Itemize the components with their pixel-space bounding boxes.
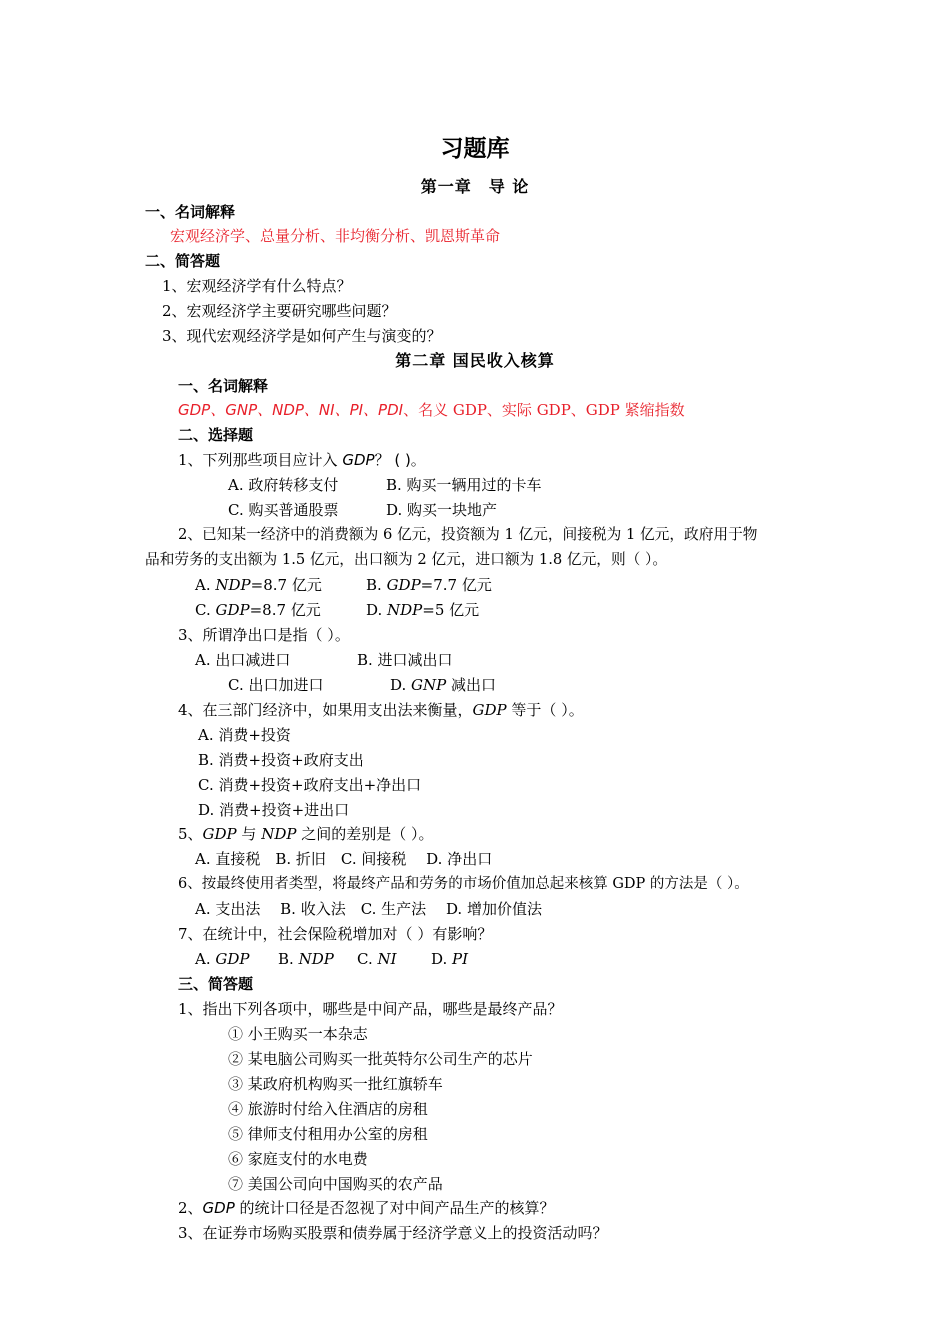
mc5-question	[178, 824, 434, 844]
mc7-a-pre: A.	[195, 950, 216, 968]
mc2-c-em: GDP	[215, 601, 250, 619]
ch2-terms	[178, 400, 685, 420]
mc4-q-pre: 4、在三部门经济中，如果用支出法来衡量，	[178, 701, 473, 719]
ch1-terms: 宏观经济学、总量分析、非均衡分析、凯恩斯革命	[170, 227, 501, 245]
mc6-options: A. 支出法 B. 收入法 C. 生产法 D. 增加价值法	[195, 900, 542, 918]
sa1-question: 1、指出下列各项中，哪些是中间产品，哪些是最终产品？	[178, 1000, 563, 1018]
mc2-a-post: =8.7 亿元	[250, 576, 322, 594]
mc6-question: 6、按最终使用者类型，将最终产品和劳务的市场价值加总起来核算 GDP 的方法是（ ）。	[178, 876, 749, 892]
chapter-1-heading: 第一章 导 论	[420, 177, 530, 196]
ch2-section-terms: 一、名词解释	[178, 377, 269, 395]
sa2-post: 的统计口径是否忽视了对中间产品生产的核算？	[234, 1199, 555, 1217]
mc4-question	[178, 700, 584, 720]
ch2-terms-abbrev: GDP、GNP、NDP、NI、PI、PDI	[178, 401, 404, 419]
sa1-item: ④ 旅游时付给入住酒店的房租	[228, 1100, 428, 1118]
mc2-d-post: =5 亿元	[422, 601, 480, 619]
mc4-q-post: 等于（ ）。	[506, 701, 584, 719]
mc3-question: 3、所谓净出口是指（ ）。	[178, 626, 350, 644]
mc3-option-a: A. 出口减进口	[195, 651, 291, 669]
mc5-q-em2: NDP	[261, 825, 297, 843]
mc2-c-pre: C.	[195, 601, 216, 619]
ch2-section-short: 三、简答题	[178, 975, 254, 993]
mc4-option-c: C. 消费+投资+政府支出+净出口	[198, 776, 422, 794]
mc2-option-a	[195, 575, 322, 595]
ch1-section-short: 二、简答题	[145, 252, 221, 270]
ch1-section-terms: 一、名词解释	[145, 203, 236, 221]
mc2-d-pre: D.	[366, 601, 388, 619]
ch1-question-3: 3、现代宏观经济学是如何产生与演变的？	[162, 327, 442, 345]
document-title: 习题库	[440, 135, 510, 162]
mc7-option-a	[195, 949, 249, 969]
mc7-option-d	[431, 949, 468, 969]
mc7-c-em: NI	[377, 950, 397, 968]
chapter-2-heading: 第二章 国民收入核算	[395, 351, 555, 370]
sa3-question: 3、在证券市场购买股票和债券属于经济学意义上的投资活动吗？	[178, 1224, 608, 1242]
mc3-d-pre: D.	[390, 676, 412, 694]
mc1-q-post: ？ ( )。	[374, 451, 426, 469]
mc7-c-pre: C.	[357, 950, 378, 968]
mc4-option-a: A. 消费+投资	[198, 726, 291, 744]
mc7-d-pre: D.	[431, 950, 453, 968]
mc2-b-em: GDP	[386, 576, 421, 594]
sa1-item: ⑥ 家庭支付的水电费	[228, 1150, 368, 1168]
mc4-option-d: D. 消费+投资+进出口	[198, 801, 350, 819]
mc2-a-em: NDP	[215, 576, 251, 594]
mc2-b-post: =7.7 亿元	[420, 576, 492, 594]
mc2-b-pre: B.	[366, 576, 387, 594]
mc5-q-post: 之间的差别是（ ）。	[296, 825, 434, 843]
mc2-a-pre: A.	[195, 576, 216, 594]
mc7-option-b	[278, 949, 334, 969]
mc7-question: 7、在统计中，社会保险税增加对（ ）有影响？	[178, 925, 493, 943]
mc7-option-c	[357, 949, 397, 969]
sa2-em: GDP	[202, 1199, 235, 1217]
mc2-option-b	[366, 575, 492, 595]
mc1-option-a: A. 政府转移支付	[228, 476, 339, 494]
mc2-question-line-1: 2、已知某一经济中的消费额为 6 亿元，投资额为 1 亿元，间接税为 1 亿元，政府用于物	[178, 526, 758, 543]
mc5-options: A. 直接税 B. 折旧 C. 间接税 D. 净出口	[195, 850, 493, 868]
mc4-q-em: GDP	[472, 701, 507, 719]
mc7-a-em: GDP	[215, 950, 250, 968]
mc3-option-c: C. 出口加进口	[228, 676, 324, 694]
ch1-question-2: 2、宏观经济学主要研究哪些问题？	[162, 302, 397, 320]
mc3-option-b: B. 进口减出口	[357, 651, 453, 669]
mc3-d-post: 减出口	[446, 676, 497, 694]
sa2-pre: 2、	[178, 1199, 203, 1217]
mc1-option-d: D. 购买一块地产	[386, 501, 498, 519]
mc7-b-pre: B.	[278, 950, 299, 968]
mc1-q-pre: 1、下列那些项目应计入	[178, 451, 343, 469]
mc2-option-d	[366, 600, 479, 620]
mc3-d-em: GNP	[411, 676, 447, 694]
mc1-option-c: C. 购买普通股票	[228, 501, 339, 519]
mc2-d-em: NDP	[387, 601, 423, 619]
ch1-question-1: 1、宏观经济学有什么特点？	[162, 277, 352, 295]
mc2-c-post: =8.7 亿元	[249, 601, 321, 619]
mc7-d-em: PI	[452, 950, 469, 968]
mc2-option-c	[195, 600, 321, 620]
sa2-question	[178, 1198, 555, 1218]
sa1-item: ① 小王购买一本杂志	[228, 1025, 368, 1043]
mc7-b-em: NDP	[298, 950, 334, 968]
ch2-section-choice: 二、选择题	[178, 426, 254, 444]
mc3-option-d	[390, 675, 496, 695]
sa1-item: ⑦ 美国公司向中国购买的农产品	[228, 1175, 443, 1193]
mc1-option-b: B. 购买一辆用过的卡车	[386, 476, 542, 494]
sa1-item: ⑤ 律师支付租用办公室的房租	[228, 1125, 428, 1143]
sa1-item: ③ 某政府机构购买一批红旗轿车	[228, 1075, 443, 1093]
mc5-q-mid: 与	[236, 825, 262, 843]
mc5-q-pre: 5、	[178, 825, 203, 843]
mc2-question-line-2: 品和劳务的支出额为 1.5 亿元，出口额为 2 亿元，进口额为 1.8 亿元，则（ ）。	[145, 551, 668, 568]
sa1-item: ② 某电脑公司购买一批英特尔公司生产的芯片	[228, 1050, 533, 1068]
mc5-q-em1: GDP	[202, 825, 237, 843]
mc1-question	[178, 450, 426, 470]
ch2-terms-rest: 、名义 GDP、实际 GDP、GDP 紧缩指数	[403, 401, 685, 419]
mc4-option-b: B. 消费+投资+政府支出	[198, 751, 364, 769]
mc1-q-em: GDP	[342, 451, 375, 469]
